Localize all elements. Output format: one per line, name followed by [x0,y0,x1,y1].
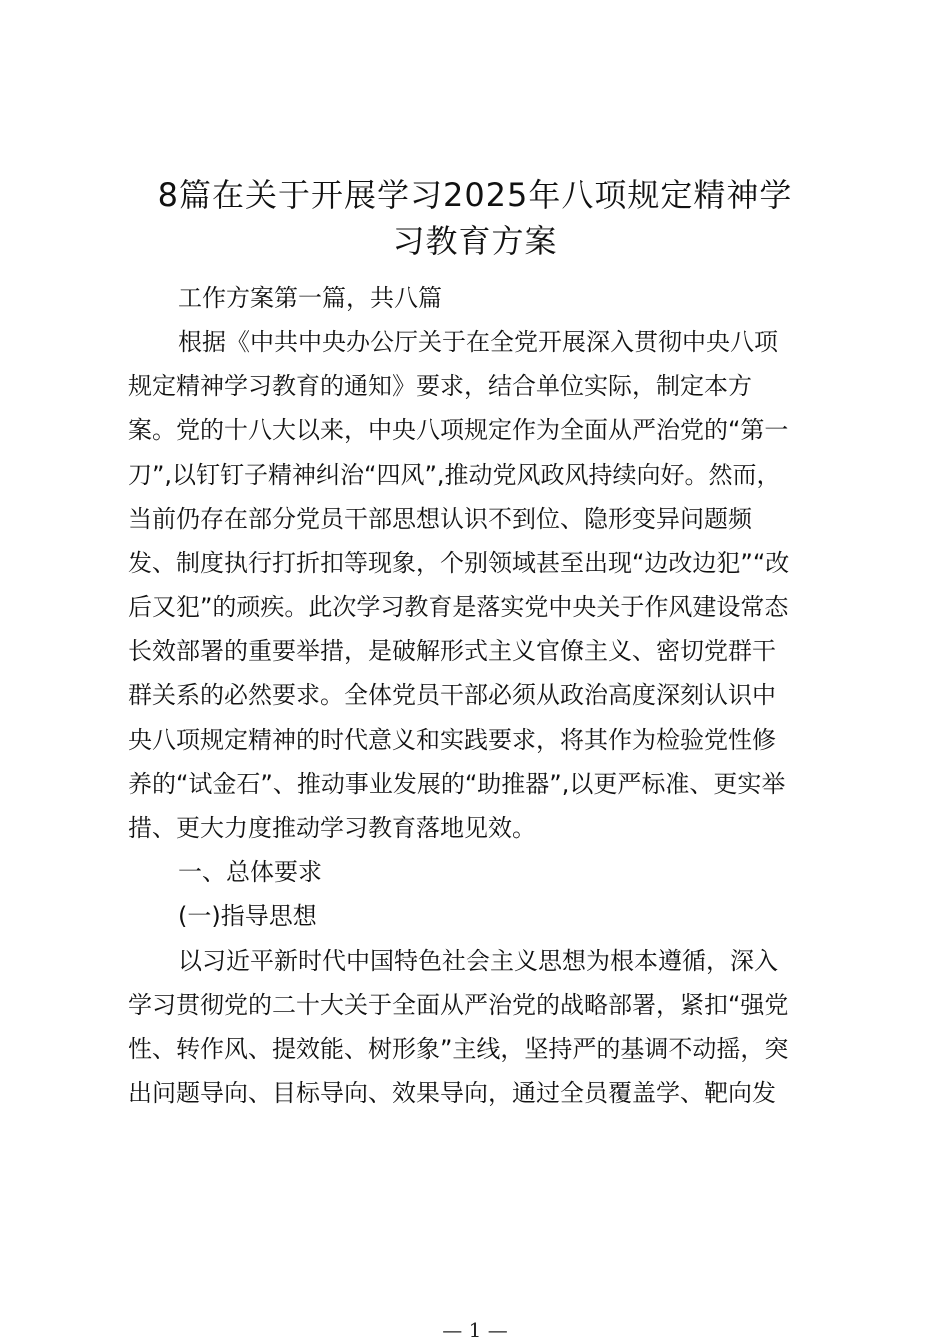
title-line-2: 习教育方案 [392,222,558,260]
body-line: 案。党的十八大以来，中央八项规定作为全面从严治党的“第一 [128,416,789,444]
section-heading: 一、总体要求 [178,858,322,886]
body-line: 根据《中共中央办公厅关于在全党开展深入贯彻中央八项 [178,328,778,356]
subsection-heading: (一)指导思想 [178,902,317,930]
body-line: 央八项规定精神的时代意义和实践要求，将其作为检验党性修 [128,726,776,754]
document-title [110,172,840,264]
body-line: 以习近平新时代中国特色社会主义思想为根本遵循，深入 [178,947,778,975]
subtitle-line: 工作方案第一篇，共八篇 [178,284,442,312]
body-line: 群关系的必然要求。全体党员干部必须从政治高度深刻认识中 [128,681,776,709]
body-line: 性、转作风、提效能、树形象”主线，坚持严的基调不动摇，突 [128,1035,789,1063]
body-line: 刀”,以钉钉子精神纠治“四风”,推动党风政风持续向好。然而， [128,461,781,489]
body-line: 出问题导向、目标导向、效果导向，通过全员覆盖学、靶向发 [128,1079,776,1107]
body-line: 规定精神学习教育的通知》要求，结合单位实际，制定本方 [128,372,752,400]
body-line: 发、制度执行打折扣等现象，个别领域甚至出现“边改边犯”“改 [128,549,790,577]
body-line: 学习贯彻党的二十大关于全面从严治党的战略部署，紧扣“强党 [128,991,789,1019]
body-line: 当前仍存在部分党员干部思想认识不到位、隐形变异问题频 [128,505,752,533]
title-line-1: 8篇在关于开展学习2025年八项规定精神学 [157,176,793,214]
body-line: 后又犯”的顽疾。此次学习教育是落实党中央关于作风建设常态 [128,593,789,621]
page-number: — 1 — [442,1318,508,1342]
body-line: 养的“试金石”、推动事业发展的“助推器”,以更严标准、更实举 [128,770,786,798]
body-line: 长效部署的重要举措，是破解形式主义官僚主义、密切党群干 [128,637,776,665]
body-line: 措、更大力度推动学习教育落地见效。 [128,814,536,842]
